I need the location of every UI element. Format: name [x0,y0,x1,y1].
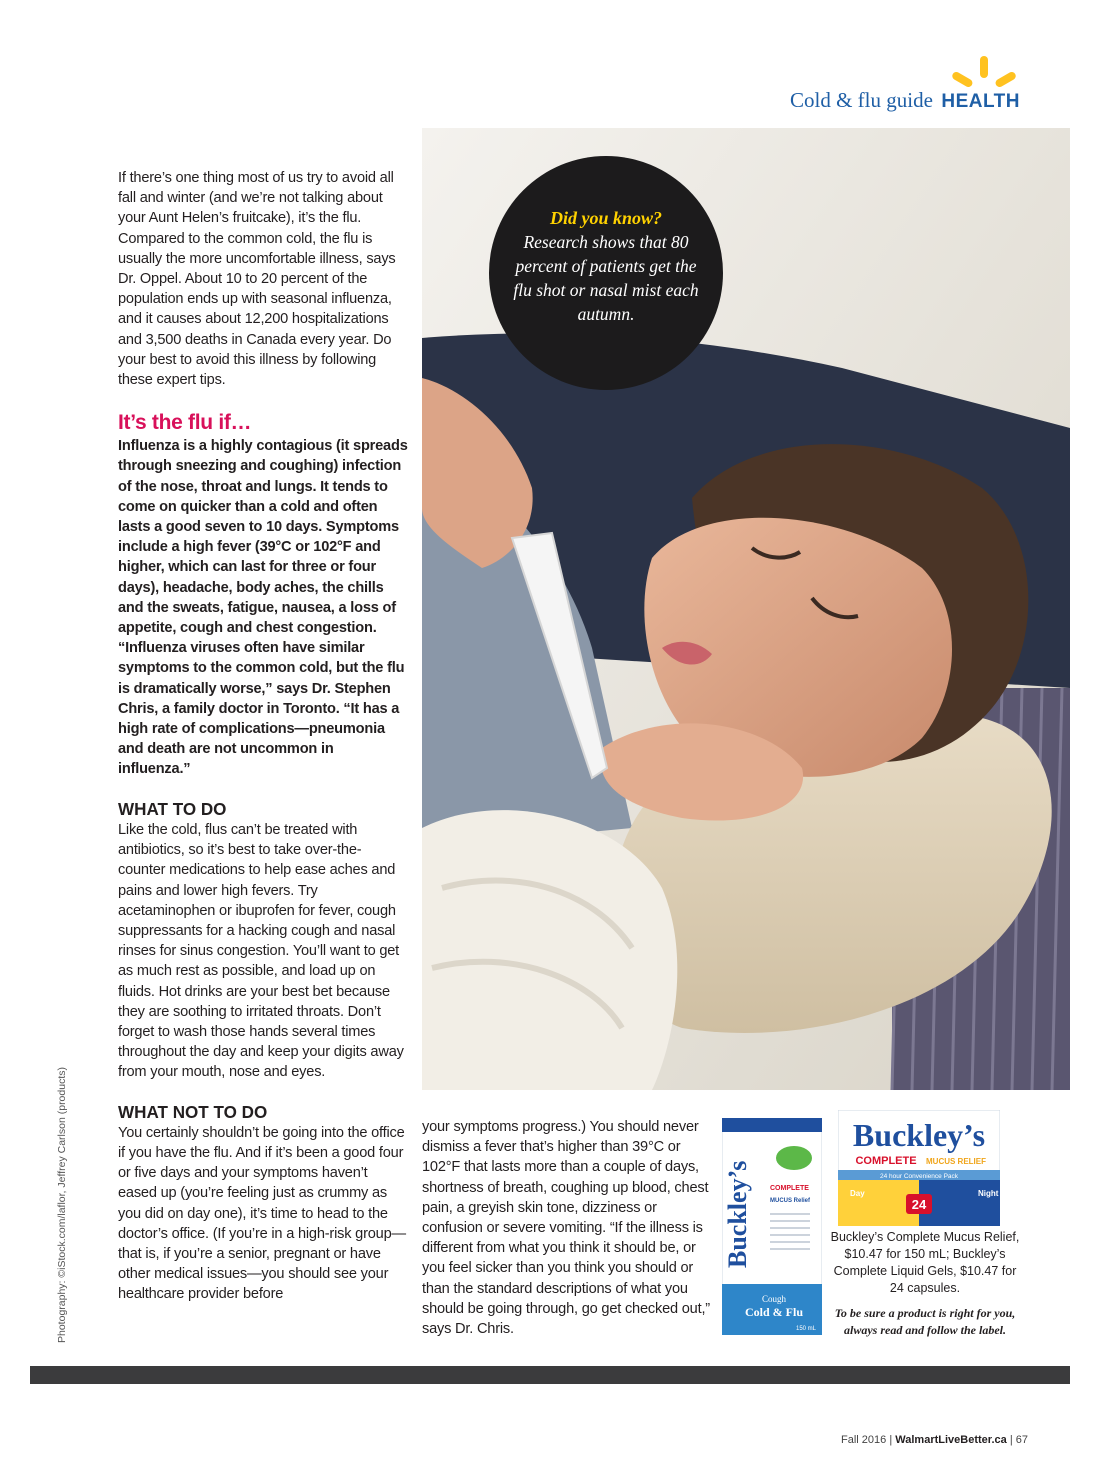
cough-box-brand: Buckley’s [723,1160,752,1268]
product-caption: Buckley’s Complete Mucus Relief, $10.47 for 150 mL; Buckley’s Complete Liquid Gels, $10.47 for 24 capsules. [830,1230,1020,1295]
did-you-know-callout [489,156,723,390]
footer-site: WalmartLiveBetter.ca [895,1434,1007,1446]
footer-season: Fall 2016 [841,1434,887,1446]
cough-box-volume: 150 mL [795,1326,817,1332]
what-to-do-heading: WHAT TO DO [118,799,227,819]
what-not-to-do-heading: WHAT NOT TO DO [118,1102,268,1122]
footer-divider: | [889,1434,896,1446]
photo-credit: Photography: ©iStock.com/laflor, Jeffrey Carlson (products) [56,1067,68,1343]
cough-box-complete: COMPLETE [770,1185,809,1192]
gels-box-mucus: MUCUS RELIEF [926,1157,986,1166]
cough-box-line2: Cold & Flu [744,1305,804,1319]
buckleys-gels-box-image [838,1110,1000,1226]
what-not-to-do-body: You certainly shouldn’t be going into the office if you have the flu. And if it’s been a good four or five days and your symptoms haven’t eased up (you’re feeling just as crummy as you did on day one), it’s time to head to the doctor’s office. (If you’re in a high-risk group—that is, if you’re a senior, pregnant or have other medical issues—you should see your healthcare provider before [118,1124,406,1303]
gels-box-count: 24 [911,1197,927,1212]
page-number: 67 [1015,1434,1028,1446]
gels-box-sub: 24 hour Convenience Pack [879,1173,959,1180]
product-note: To be sure a product is right for you, always read and follow the label. [834,1306,1016,1337]
did-you-know-title: Did you know? [549,208,663,228]
continuation-paragraph: your symptoms progress.) You should never dismiss a fever that’s higher than 39°C or 102°F that lasts more than a couple of days, shortness of breath, coughing up blood, chest pain, a greyish skin tone, dizziness or confusion or severe vomiting. “If the illness is different from what you think it should be, or you feel sicker than you think you should or than the standard descriptions of what you should be going through, go get checked out,” says Dr. Chris. [422,1119,710,1338]
gels-box-day: Day [850,1189,865,1198]
flu-heading: It’s the flu if… [118,411,252,435]
gels-box-brand: Buckley’s [852,1117,986,1153]
what-to-do-body: Like the cold, flus can’t be treated with antibiotics, so it’s best to take over-the-counter medications to help ease aches and pains and lower high fevers. Try acetaminophen or ibuprofen for fever, cough suppressants for a hacking cough and nasal rinses for sinus congestion. You’ll want to get as much rest as possible, and load up on fluids. Hot drinks are your best bet because they are soothing to irritated throats. Don’t forget to wash those hands several times throughout the day and keep your digits away from your mouth, nose and eyes. [118,821,404,1081]
guide-title: Cold & flu guide [789,88,933,112]
cough-box-line1: Cough [761,1294,787,1304]
section-header [790,88,1020,113]
footer-bar [30,1366,1070,1384]
gels-box-complete: COMPLETE [855,1155,917,1167]
left-column [118,168,408,1305]
intro-paragraph: If there’s one thing most of us try to avoid all fall and winter (and we’re not talking about your Aunt Helen’s fruitcake), it’s the flu. Compared to the common cold, the flu is usually the more uncomfortable illness, says Dr. Oppel. About 10 to 20 percent of the population ends up with seasonal influenza, and it causes about 12,200 hospitalizations and 3,500 deaths in Canada every year. Do your best to avoid this illness by following these expert tips. [118,170,396,389]
cough-box-mucus: MUCUS Relief [770,1198,811,1204]
flu-body: Influenza is a highly contagious (it spreads through sneezing and coughing) infection of the nose, throat and lungs. It tends to come on quicker than a cold and often lasts a good seven to 10 days. Symptoms include a high fever (39°C or 102°F and higher, which can last for three or four days), headache, body aches, the chills and the sweats, fatigue, nausea, a loss of appetite, cough and chest congestion. “Influenza viruses often have similar symptoms to the common cold, but the flu is dramatically worse,” says Dr. Stephen Chris, a family doctor in Toronto. “It has a high rate of complications—pneumonia and death are not uncommon in influenza.” [118,438,408,778]
did-you-know-text: Research shows that 80 percent of patients get the flu shot or nasal mist each autumn. [513,232,699,324]
section-label: HEALTH [941,91,1020,112]
continuation-column [422,1117,712,1339]
gels-box-night: Night [978,1189,999,1198]
footer-divider: | [1009,1434,1016,1446]
page-footer [841,1434,1028,1446]
buckleys-cough-box-image [722,1118,822,1335]
